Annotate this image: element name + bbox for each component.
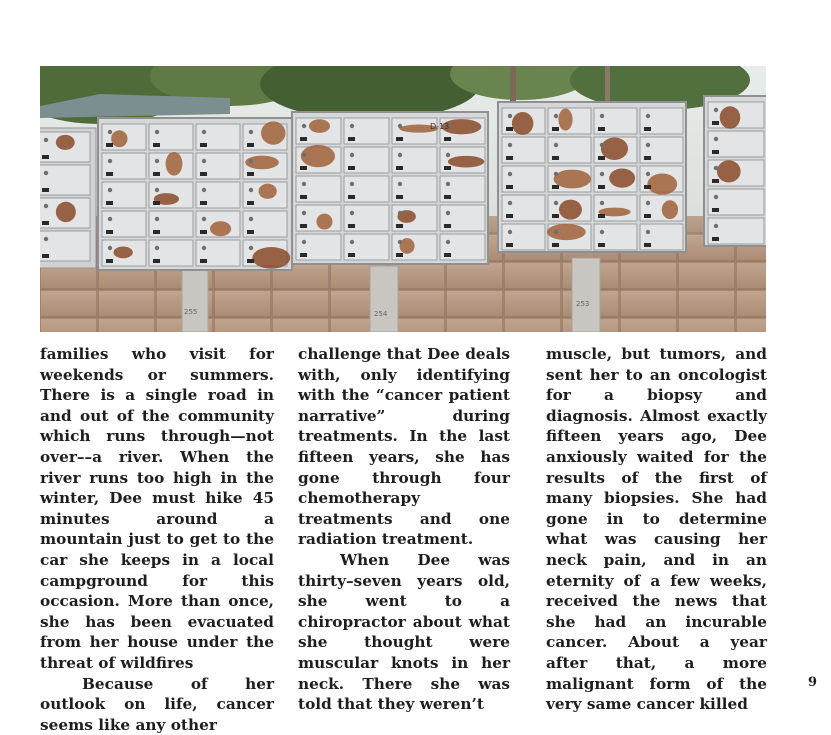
name-tag [300, 166, 307, 170]
name-tag [153, 172, 160, 176]
rust-patch [261, 121, 285, 144]
name-tag [348, 224, 355, 228]
lock-icon [646, 201, 650, 205]
lock-icon [350, 182, 354, 186]
name-tag [348, 137, 355, 141]
name-tag [153, 259, 160, 263]
name-tag [106, 259, 113, 263]
rust-patch [720, 106, 741, 129]
name-tag [106, 230, 113, 234]
lock-icon [202, 217, 206, 221]
name-tag [444, 195, 451, 199]
name-tag [506, 156, 513, 160]
post-number-a: 255 [184, 308, 197, 316]
name-tag [552, 127, 559, 131]
lock-icon [155, 188, 159, 192]
lock-icon [646, 114, 650, 118]
rust-patch [662, 200, 678, 219]
lock-icon [44, 171, 48, 175]
rust-patch [166, 152, 183, 176]
lock-icon [155, 159, 159, 163]
name-tag [712, 208, 719, 212]
rust-patch [252, 247, 290, 269]
text-column-1 [40, 344, 274, 735]
lock-icon [554, 143, 558, 147]
name-tag [552, 243, 559, 247]
lock-icon [202, 188, 206, 192]
rust-patch [609, 169, 635, 188]
name-tag [712, 121, 719, 125]
name-tag [153, 230, 160, 234]
page-number: 9 [808, 675, 817, 690]
lock-icon [398, 153, 402, 157]
rust-patch [558, 108, 572, 130]
rust-patch [512, 112, 533, 135]
name-tag [644, 156, 651, 160]
lock-icon [600, 114, 604, 118]
rust-patch [316, 214, 332, 230]
name-tag [106, 143, 113, 147]
lock-icon [508, 143, 512, 147]
lock-icon [108, 130, 112, 134]
paragraph: Because of her outlook on life, cancer seems like any other [40, 674, 274, 735]
name-tag [247, 201, 254, 205]
lock-icon [646, 230, 650, 234]
lock-icon [155, 246, 159, 250]
lock-icon [350, 240, 354, 244]
name-tag [200, 172, 207, 176]
lock-icon [646, 172, 650, 176]
lock-icon [446, 240, 450, 244]
name-tag [200, 259, 207, 263]
name-tag [552, 156, 559, 160]
rust-patch [259, 184, 277, 199]
name-tag [444, 224, 451, 228]
lock-icon [108, 217, 112, 221]
name-tag [247, 143, 254, 147]
lock-icon [508, 201, 512, 205]
name-tag [300, 224, 307, 228]
name-tag [42, 221, 49, 225]
name-tag [712, 179, 719, 183]
text-column-2 [298, 344, 510, 715]
rust-patch [111, 130, 127, 147]
lock-icon [508, 172, 512, 176]
lock-icon [108, 246, 112, 250]
lock-icon [108, 188, 112, 192]
name-tag [247, 259, 254, 263]
lock-icon [350, 124, 354, 128]
lock-icon [249, 246, 253, 250]
rust-patch [309, 119, 330, 133]
rust-patch [301, 145, 335, 167]
lock-icon [646, 143, 650, 147]
lock-icon [249, 188, 253, 192]
lock-icon [302, 124, 306, 128]
rust-patch [448, 156, 484, 168]
lock-icon [600, 201, 604, 205]
rust-patch [554, 170, 591, 189]
lock-icon [249, 217, 253, 221]
name-tag [200, 201, 207, 205]
name-tag [396, 166, 403, 170]
lock-icon [600, 230, 604, 234]
name-tag [348, 166, 355, 170]
lock-icon [202, 246, 206, 250]
name-tag [644, 185, 651, 189]
rust-patch [56, 202, 76, 223]
rust-patch [559, 200, 582, 220]
lock-icon [554, 230, 558, 234]
lock-icon [398, 211, 402, 215]
name-tag [552, 214, 559, 218]
name-tag [300, 253, 307, 257]
name-tag [153, 201, 160, 205]
lock-icon [714, 195, 718, 199]
name-tag [300, 137, 307, 141]
lock-icon [398, 124, 402, 128]
name-tag [506, 243, 513, 247]
name-tag [42, 155, 49, 159]
name-tag [712, 150, 719, 154]
lock-icon [202, 159, 206, 163]
post-number-b: 254 [374, 310, 388, 318]
lock-icon [108, 159, 112, 163]
name-tag [42, 254, 49, 258]
name-tag [598, 185, 605, 189]
lock-icon [44, 237, 48, 241]
lock-icon [249, 159, 253, 163]
lock-icon [714, 166, 718, 170]
name-tag [598, 243, 605, 247]
mailboxes-photo [40, 66, 766, 332]
lock-icon [714, 137, 718, 141]
name-tag [106, 201, 113, 205]
lock-icon [350, 211, 354, 215]
lock-icon [249, 130, 253, 134]
name-tag [200, 230, 207, 234]
lock-icon [302, 182, 306, 186]
name-tag [153, 143, 160, 147]
name-tag [200, 143, 207, 147]
lock-icon [446, 153, 450, 157]
name-tag [598, 156, 605, 160]
name-tag [598, 127, 605, 131]
paragraph: challenge that Dee deals with, only identifying with the “cancer patient narrative” during treatments. In the last fifteen years, she has gone through four chemotherapy treatments and one radiation treatment. [298, 344, 510, 550]
lock-icon [446, 211, 450, 215]
name-tag [506, 214, 513, 218]
name-tag [348, 195, 355, 199]
name-tag [552, 185, 559, 189]
lock-icon [554, 201, 558, 205]
paragraph: muscle, but tumors, and sent her to an oncologist for a biopsy and diagnosis. Almost exactly fifteen years ago, Dee anxiously waited for the results of the first of many biopsies. She had gone in to determine what was causing her neck pain, and in an eternity of a few weeks, received the news that she had an incurable cancer. About a year after that, a more malignant form of the very same cancer killed [546, 344, 767, 715]
name-tag [247, 172, 254, 176]
name-tag [644, 243, 651, 247]
rust-patch [113, 246, 132, 258]
name-tag [396, 224, 403, 228]
name-tag [712, 237, 719, 241]
name-tag [506, 185, 513, 189]
name-tag [247, 230, 254, 234]
name-tag [396, 137, 403, 141]
lock-icon [44, 138, 48, 142]
lock-icon [600, 143, 604, 147]
lock-icon [554, 172, 558, 176]
lock-icon [554, 114, 558, 118]
name-tag [644, 214, 651, 218]
lock-icon [44, 204, 48, 208]
lock-icon [350, 153, 354, 157]
rust-patch [400, 238, 415, 254]
rust-patch [210, 221, 231, 236]
name-tag [396, 195, 403, 199]
lock-icon [508, 114, 512, 118]
lock-icon [202, 130, 206, 134]
rust-patch [56, 135, 75, 150]
lock-icon [302, 211, 306, 215]
lock-icon [398, 182, 402, 186]
name-tag [348, 253, 355, 257]
name-tag [644, 127, 651, 131]
name-tag [506, 127, 513, 131]
name-tag [598, 214, 605, 218]
name-tag [42, 188, 49, 192]
rust-patch [647, 173, 677, 194]
name-tag [106, 172, 113, 176]
lock-icon [155, 130, 159, 134]
lock-icon [302, 240, 306, 244]
name-tag [444, 137, 451, 141]
lock-icon [508, 230, 512, 234]
lock-icon [155, 217, 159, 221]
post-number-c: 253 [576, 300, 589, 308]
name-tag [444, 166, 451, 170]
paragraph: families who visit for weekends or summers. There is a single road in and out of the community which runs through—not over––a river. When the river runs too high in the winter, Dee must hike 45 minutes around a mountain just to get to the car she keeps in a local campground for this occasion. More than once, she has been evacuated from her house under the threat of wildfires [40, 344, 274, 674]
rust-patch [547, 224, 586, 240]
lock-icon [446, 182, 450, 186]
rust-patch [717, 160, 741, 182]
lock-icon [714, 224, 718, 228]
name-tag [300, 195, 307, 199]
text-column-3 [546, 344, 767, 715]
lock-icon [600, 172, 604, 176]
name-tag [444, 253, 451, 257]
paragraph: When Dee was thirty–seven years old, she went to a chiropractor about what she thought were muscular knots in her neck. There she was told that they weren’t [298, 550, 510, 715]
lock-icon [714, 108, 718, 112]
lock-icon [398, 240, 402, 244]
lock-icon [302, 153, 306, 157]
name-tag [396, 253, 403, 257]
box-tag: D-13 [430, 122, 449, 131]
